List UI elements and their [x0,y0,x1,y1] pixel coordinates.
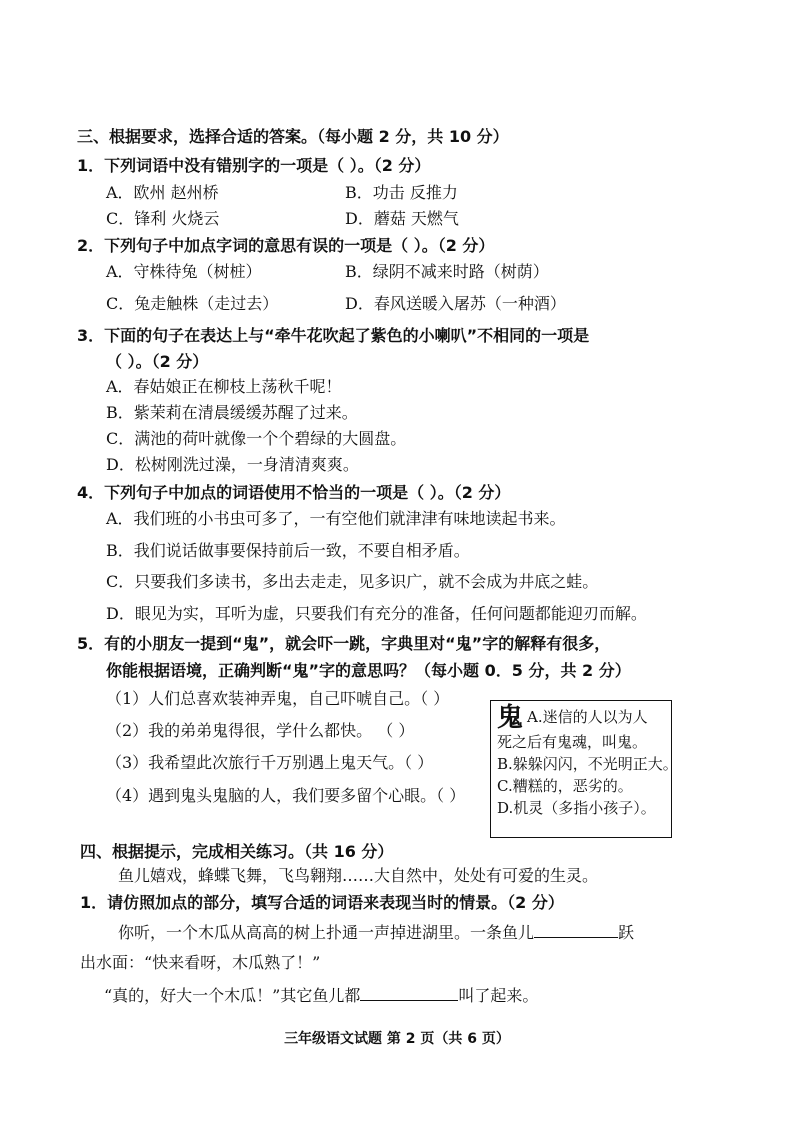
ghost-definition-box [490,700,678,838]
section-3-heading: 三、根据要求，选择合适的答案。（每小题 2 分，共 10 分） [77,127,509,146]
section-4-question-1-stem: 1．请仿照加点的部分，填写合适的词语来表现当时的情景。（2 分） [80,893,564,912]
definition-b: B.躲躲闪闪，不光明正大。 [497,755,678,773]
question-3-stem-cont: （ ）。（2 分） [106,352,209,371]
q3-option-d: D．松树刚洗过澡，一身清清爽爽。 [106,455,359,474]
q4-option-b: B．我们说话做事要保持前后一致，不要自相矛盾。 [106,541,470,560]
fill-paragraph-1 [118,921,634,943]
paragraph-3-tail: 叫了起来。 [458,986,539,1005]
definition-d: D.机灵（多指小孩子）。 [497,799,656,817]
q3-option-b: B．紫茉莉在清晨缓缓苏醒了过来。 [106,403,358,422]
q4-option-c: C．只要我们多读书，多出去走走，见多识广，就不会成为井底之蛙。 [106,572,599,591]
q1-option-c: C．锋利 火烧云 [106,209,220,228]
q2-option-a: A．守株待兔（树桩） [106,262,262,281]
ghost-character: 鬼 [497,703,524,733]
q5-item-3: （3）我希望此次旅行千万别遇上鬼天气。（ ） [106,753,434,772]
answer-blank-1[interactable] [534,921,618,938]
q1-option-b: B．功击 反推力 [345,183,458,202]
fill-paragraph-3 [104,984,538,1006]
q5-item-1: （1）人们总喜欢装神弄鬼，自己吓唬自己。（ ） [106,689,450,708]
q4-option-a: A．我们班的小书虫可多了，一有空他们就津津有味地读起书来。 [106,509,566,528]
q1-option-d: D．蘑菇 天燃气 [345,209,459,228]
question-1-stem: 1．下列词语中没有错别字的一项是（ ）。（2 分） [77,156,431,175]
q5-item-4: （4）遇到鬼头鬼脑的人，我们要多留个心眼。（ ） [106,786,466,805]
q3-option-a: A．春姑娘正在柳枝上荡秋千呢！ [106,377,342,396]
q4-option-d: D．眼见为实，耳听为虚，只要我们有充分的准备，任何问题都能迎刃而解。 [106,604,647,623]
q2-option-d: D．春风送暖入屠苏（一种酒） [345,294,566,313]
question-5-stem: 5．有的小朋友一提到“鬼”，就会吓一跳，字典里对“鬼”字的解释有很多， [77,634,611,653]
q2-option-c: C．兔走触株（走过去） [106,294,279,313]
paragraph-1-text: 你听，一个木瓜从高高的树上扑通一声掉进湖里。一条鱼儿 [118,923,535,942]
paragraph-1-tail: 跃 [618,923,635,942]
question-4-stem: 4．下列句子中加点的词语使用不恰当的一项是（ ）。（2 分） [77,483,511,502]
q2-option-b: B．绿阴不减来时路（树荫） [345,262,549,281]
question-3-stem: 3．下面的句子在表达上与“牵牛花吹起了紫色的小喇叭”不相同的一项是 [77,326,590,345]
answer-blank-2[interactable] [360,984,458,1001]
definition-a: A.迷信的人以为人 [527,708,648,726]
definition-c: C.糟糕的，恶劣的。 [497,777,633,795]
paragraph-3-text: “真的，好大一个木瓜！”其它鱼儿都 [104,986,361,1005]
definition-a-line-2: 死之后有鬼魂，叫鬼。 [497,733,648,751]
page-footer: 三年级语文试题 第 2 页（共 6 页） [284,1031,510,1047]
definition-a-line-1 [497,705,665,731]
fill-paragraph-2: 出水面：“快来看呀，木瓜熟了！” [80,953,321,972]
q1-option-a: A．欧州 赵州桥 [106,183,219,202]
q3-option-c: C．满池的荷叶就像一个个碧绿的大圆盘。 [106,429,407,448]
section-4-prompt: 鱼儿嬉戏，蜂蝶飞舞，飞鸟翱翔……大自然中，处处有可爱的生灵。 [118,866,599,885]
q5-item-2: （2）我的弟弟鬼得很，学什么都快。 （ ） [106,721,415,740]
section-4-heading: 四、根据提示，完成相关练习。（共 16 分） [80,842,394,861]
question-5-stem-cont: 你能根据语境，正确判断“鬼”字的意思吗？（每小题 0．5 分，共 2 分） [106,661,631,680]
question-2-stem: 2．下列句子中加点字词的意思有误的一项是（ ）。（2 分） [77,236,495,255]
